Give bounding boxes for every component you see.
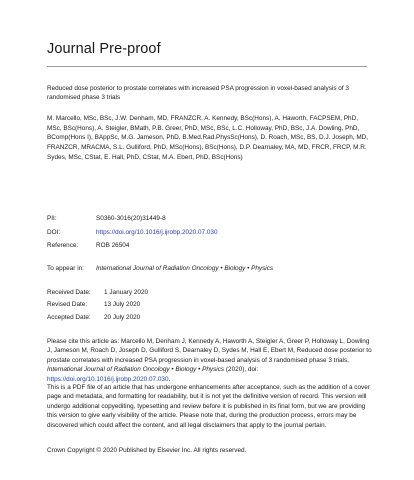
citation-doi-link[interactable]: https://doi.org/10.1016/j.ijrobp.2020.07.030 [47, 375, 169, 383]
revised-date-label: Revised Date: [47, 301, 88, 308]
citation-journal: International Journal of Radiation Oncology • Biology • Physics [47, 366, 225, 374]
article-title: Reduced dose posterior to prostate correlates with increased PSA progression in voxel-based analysis of 3 randomised phase 3 trials [47, 85, 349, 102]
appear-in-journal: International Journal of Radiation Oncology • Biology • Physics [96, 265, 274, 272]
received-date-value: 1 January 2020 [104, 289, 149, 296]
citation-paragraph [47, 337, 373, 384]
copyright-line: Crown Copyright © 2020 Published by Elsevier Inc. All rights reserved. [47, 447, 247, 454]
pii-label: PII: [47, 215, 57, 222]
appear-in-label: To appear in: [47, 265, 84, 272]
reference-value: ROB 26504 [96, 242, 130, 249]
citation-year: (2020), [224, 366, 247, 374]
accepted-date-label: Accepted Date: [47, 314, 91, 321]
journal-preproof-heading: Journal Pre-proof [47, 41, 161, 57]
preproof-notice: This is a PDF file of an article that has undergone enhancements after acceptance, such as the addition of a cover page and metadata, and formatting for readability, but it is not yet the definitive version of record. This version will undergo additional copyediting, typesetting and review before it is published in its final form, but we are providing this version to give early visibility of the article. Please note that, during the production process, errors may be discovered which could affect the content, and all legal disclaimers that apply to the journal pertain. [47, 384, 370, 429]
citation-doi-prefix: doi: [246, 366, 259, 374]
pii-value: S0360-3016(20)31449-8 [96, 215, 166, 222]
reference-label: Reference: [47, 242, 79, 249]
author-list: M. Marcello, MSc, BSc, J.W. Denham, MD, FRANZCR, A. Kennedy, BSc(Hons), A. Haworth, FACPSEM, PhD, MSc, BSc(Hons), A. Steigler, BMath, P.B. Greer, PhD, MSc, BSc, L.C. Holloway, PhD, BSc, J.A. Dowling, PhD, BComp(Hons I), BAppSc, M.G. Jameson, PhD, B.Med.Rad.PhysSc(Hons), D. Roach, MSc, BS, D.J. Joseph, MD, FRANZCR, MRACMA, S.L. Gulliford, PhD, MSc(Hons), BSc(Hons), D.P. Dearnaley, MA, MD, FRCR, FRCP, M.R. Sydes, MSc, CStat, E. Hall, PhD, CStat, M.A. Ebert, PhD, BSc(Hons) [47, 115, 369, 161]
received-date-label: Received Date: [47, 289, 91, 296]
accepted-date-value: 20 July 2020 [104, 314, 141, 321]
citation-end: . [168, 375, 171, 383]
doi-link[interactable]: https://doi.org/10.1016/j.ijrobp.2020.07.030 [96, 229, 218, 236]
heading-divider [47, 66, 367, 67]
citation-text: Please cite this article as: Marcello M, Denham J, Kennedy A, Haworth A, Steigler A, Greer P, Holloway L, Dowling J, Jameson M, Roach D, Joseph D, Gulliford S, Dearnaley D, Sydes M, Hall E, Ebert M, Reduced dose posterior to prostate correlates with increased PSA progression in voxel-based analysis of 3 randomised phase 3 trials, [47, 338, 372, 364]
doi-label: DOI: [47, 229, 61, 236]
revised-date-value: 13 July 2020 [104, 301, 141, 308]
